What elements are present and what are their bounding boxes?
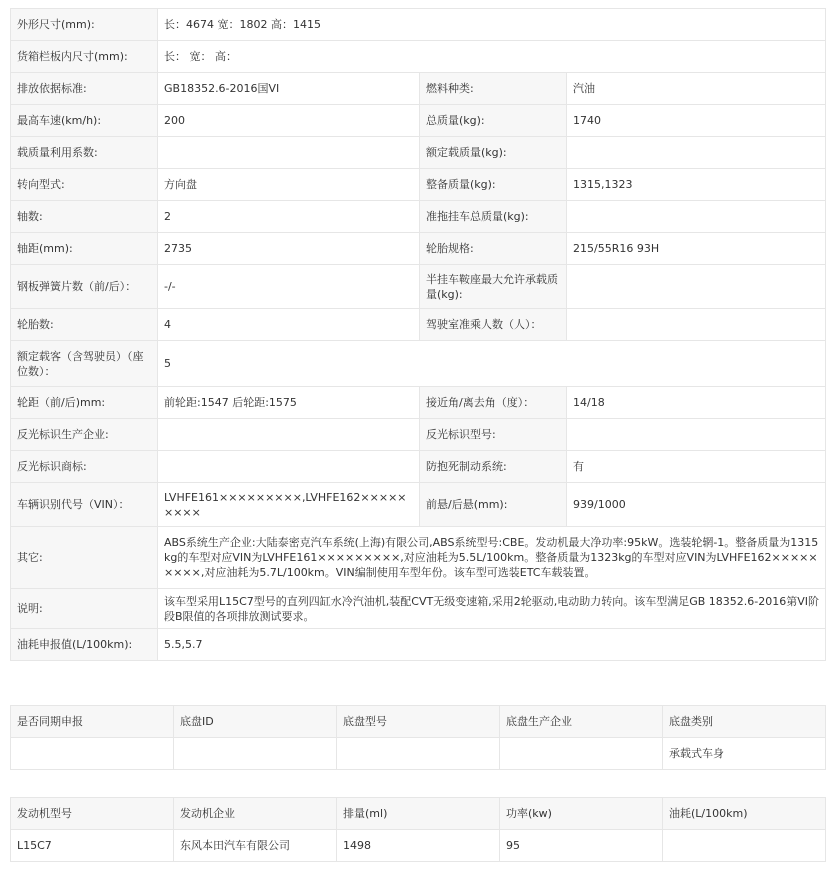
- other-label: 其它:: [11, 527, 158, 589]
- load-util-label: 载质量利用系数:: [11, 137, 158, 169]
- column-header: 发动机型号: [11, 798, 174, 830]
- spec-row: [11, 233, 826, 265]
- reflector-model-label: 反光标识型号:: [420, 419, 567, 451]
- overhang-label: 前悬/后悬(mm):: [420, 483, 567, 527]
- cab-value: [567, 309, 826, 341]
- axles-label: 轴数:: [11, 201, 158, 233]
- column-header: 底盘类别: [663, 706, 826, 738]
- table-header-row: [11, 706, 826, 738]
- table-row: [11, 738, 826, 770]
- table-cell: [11, 738, 174, 770]
- curb-mass-label: 整备质量(kg):: [420, 169, 567, 201]
- abs-value: 有: [567, 451, 826, 483]
- table-cell: 东风本田汽车有限公司: [174, 830, 337, 862]
- tires-label: 轮胎数:: [11, 309, 158, 341]
- axles-value: 2: [158, 201, 420, 233]
- overhang-value: 939/1000: [567, 483, 826, 527]
- cargo-label: 货箱栏板内尺寸(mm):: [11, 41, 158, 73]
- spec-row: [11, 629, 826, 661]
- seats-label: 额定载客（含驾驶员）（座位数）：: [11, 341, 158, 387]
- column-header: 底盘ID: [174, 706, 337, 738]
- reflector-maker-label: 反光标识生产企业:: [11, 419, 158, 451]
- note-value: 该车型采用L15C7型号的直列四缸水冷汽油机,装配CVT无级变速箱,采用2轮驱动,电动助力转向。该车型满足GB 18352.6-2016第VI阶段B限值的各项排放测试要求。: [158, 589, 826, 629]
- cab-label: 驾驶室准乘人数（人）：: [420, 309, 567, 341]
- wheelbase-label: 轴距(mm):: [11, 233, 158, 265]
- spec-row: [11, 105, 826, 137]
- spec-row: [11, 169, 826, 201]
- reflector-brand-value: [158, 451, 420, 483]
- table-row: [11, 830, 826, 862]
- reflector-model-value: [567, 419, 826, 451]
- vin-value: LVHFE161×××××××××,LVHFE162×××××××××: [158, 483, 420, 527]
- rated-load-value: [567, 137, 826, 169]
- seats-value: 5: [158, 341, 826, 387]
- spec-row: [11, 201, 826, 233]
- table-cell: 承载式车身: [663, 738, 826, 770]
- column-header: 功率(kw): [500, 798, 663, 830]
- column-header: 油耗(L/100km): [663, 798, 826, 830]
- vin-label: 车辆识别代号（VIN）：: [11, 483, 158, 527]
- spec-row: [11, 483, 826, 527]
- spec-row: [11, 419, 826, 451]
- dimensions-label: 外形尺寸(mm):: [11, 9, 158, 41]
- trailer-mass-label: 准拖挂车总质量(kg):: [420, 201, 567, 233]
- fuel-cons-value: 5.5,5.7: [158, 629, 826, 661]
- saddle-value: [567, 265, 826, 309]
- leaf-spring-label: 钢板弹簧片数（前/后）：: [11, 265, 158, 309]
- table-cell: [337, 738, 500, 770]
- emission-value: GB18352.6-2016国VI: [158, 73, 420, 105]
- speed-label: 最高车速(km/h):: [11, 105, 158, 137]
- table-cell: 95: [500, 830, 663, 862]
- track-label: 轮距（前/后)mm:: [11, 387, 158, 419]
- engine-table: [10, 797, 826, 862]
- note-label: 说明:: [11, 589, 158, 629]
- fuel-label: 燃料种类:: [420, 73, 567, 105]
- fuel-cons-label: 油耗申报值(L/100km):: [11, 629, 158, 661]
- spec-row: [11, 73, 826, 105]
- leaf-spring-value: -/-: [158, 265, 420, 309]
- spec-row: [11, 527, 826, 589]
- table-cell: [174, 738, 337, 770]
- table-cell: [663, 830, 826, 862]
- tires-value: 4: [158, 309, 420, 341]
- vehicle-spec-table: [10, 8, 826, 661]
- angle-value: 14/18: [567, 387, 826, 419]
- column-header: 底盘生产企业: [500, 706, 663, 738]
- total-mass-label: 总质量(kg):: [420, 105, 567, 137]
- reflector-maker-value: [158, 419, 420, 451]
- column-header: 是否同期申报: [11, 706, 174, 738]
- spec-row: [11, 309, 826, 341]
- column-header: 底盘型号: [337, 706, 500, 738]
- wheelbase-value: 2735: [158, 233, 420, 265]
- curb-mass-value: 1315,1323: [567, 169, 826, 201]
- fuel-value: 汽油: [567, 73, 826, 105]
- trailer-mass-value: [567, 201, 826, 233]
- other-value: ABS系统生产企业:大陆泰密克汽车系统(上海)有限公司,ABS系统型号:CBE。发动机最大净功率:95kW。选装轮辋-1。整备质量为1315kg的车型对应VIN为LVHFE161×××××××××,对应油耗为5.5L/100km。整备质量为1323kg的车型对应VIN为LVHFE162×××××××××,对应油耗为5.7L/100km。VIN编制使用车型年份。该车型可选装ETC车载装置。: [158, 527, 826, 589]
- table-cell: L15C7: [11, 830, 174, 862]
- rated-load-label: 额定载质量(kg):: [420, 137, 567, 169]
- spec-row: [11, 265, 826, 309]
- tire-spec-label: 轮胎规格:: [420, 233, 567, 265]
- reflector-brand-label: 反光标识商标:: [11, 451, 158, 483]
- spec-row: [11, 41, 826, 73]
- track-value: 前轮距:1547 后轮距:1575: [158, 387, 420, 419]
- total-mass-value: 1740: [567, 105, 826, 137]
- steering-label: 转向型式:: [11, 169, 158, 201]
- spec-row: [11, 137, 826, 169]
- chassis-table: [10, 705, 826, 770]
- emission-label: 排放依据标准:: [11, 73, 158, 105]
- table-header-row: [11, 798, 826, 830]
- load-util-value: [158, 137, 420, 169]
- spec-row: [11, 387, 826, 419]
- table-cell: 1498: [337, 830, 500, 862]
- cargo-value: 长： 宽： 高：: [158, 41, 826, 73]
- tire-spec-value: 215/55R16 93H: [567, 233, 826, 265]
- spec-row: [11, 451, 826, 483]
- angle-label: 接近角/离去角（度）：: [420, 387, 567, 419]
- steering-value: 方向盘: [158, 169, 420, 201]
- saddle-label: 半挂车鞍座最大允许承载质量(kg):: [420, 265, 567, 309]
- speed-value: 200: [158, 105, 420, 137]
- column-header: 排量(ml): [337, 798, 500, 830]
- table-cell: [500, 738, 663, 770]
- spec-row: [11, 9, 826, 41]
- spec-row: [11, 589, 826, 629]
- spec-row: [11, 341, 826, 387]
- dimensions-value: 长：4674 宽：1802 高：1415: [158, 9, 826, 41]
- column-header: 发动机企业: [174, 798, 337, 830]
- abs-label: 防抱死制动系统:: [420, 451, 567, 483]
